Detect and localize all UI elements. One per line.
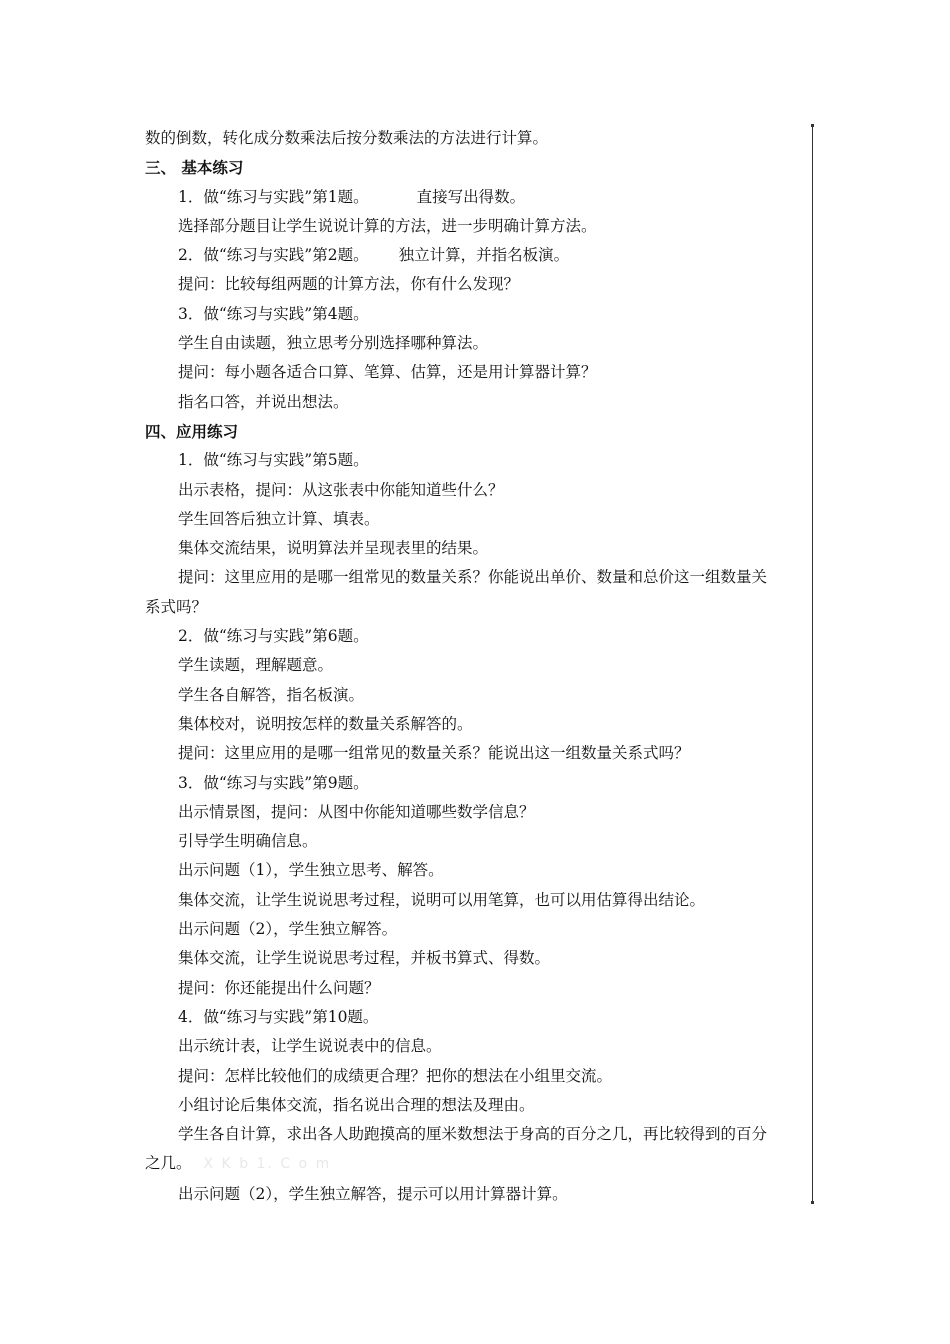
- watermark: X K b 1. C o m: [203, 1156, 332, 1173]
- paragraph-line: 出示问题（1），学生独立思考、解答。: [178, 861, 444, 880]
- document-body: [145, 124, 810, 1209]
- border-tick: [811, 1201, 814, 1204]
- paragraph-line: 引导学生明确信息。: [178, 832, 318, 851]
- paragraph-line: 学生读题，理解题意。: [178, 656, 334, 675]
- paragraph-line: 提问：每小题各适合口算、笔算、估算，还是用计算器计算？: [178, 363, 597, 382]
- paragraph-line: 出示问题（2），学生独立解答。: [178, 920, 398, 939]
- paragraph-line: 集体交流结果，说明算法并呈现表里的结果。: [178, 539, 489, 558]
- paragraph-line: 集体校对，说明按怎样的数量关系解答的。: [178, 714, 473, 733]
- paragraph-line: 选择部分题目让学生说说计算的方法，进一步明确计算方法。: [178, 216, 597, 235]
- paragraph-line: 集体交流，让学生说说思考过程，并板书算式、得数。: [178, 949, 551, 968]
- paragraph-line: 学生回答后独立计算、填表。: [178, 509, 380, 528]
- paragraph-line: 1．做“练习与实践”第1题。 直接写出得数。: [178, 187, 526, 206]
- paragraph-line: 2．做“练习与实践”第6题。: [178, 627, 369, 646]
- paragraph-line: 提问：这里应用的是哪一组常见的数量关系？你能说出单价、数量和总价这一组数量关: [178, 568, 768, 587]
- paragraph-line: 出示表格，提问：从这张表中你能知道些什么？: [178, 480, 504, 499]
- section-heading-basic-practice: 三、 基本练习: [145, 158, 244, 178]
- paragraph-line: 3．做“练习与实践”第4题。: [178, 304, 369, 323]
- paragraph-line: 提问：怎样比较他们的成绩更合理？把你的想法在小组里交流。: [178, 1066, 613, 1085]
- paragraph-line: 3．做“练习与实践”第9题。: [178, 773, 369, 792]
- section-heading-applied-practice: 四、应用练习: [145, 421, 239, 441]
- paragraph-line: 指名口答，并说出想法。: [178, 392, 349, 411]
- table-right-border: [812, 124, 813, 1204]
- paragraph-line: 4．做“练习与实践”第10题。: [178, 1007, 379, 1026]
- border-tick: [811, 124, 814, 127]
- paragraph-line: 1．做“练习与实践”第5题。: [178, 451, 369, 470]
- paragraph-line: 提问：这里应用的是哪一组常见的数量关系？能说出这一组数量关系式吗？: [178, 744, 690, 763]
- paragraph-line: 提问：你还能提出什么问题？: [178, 978, 380, 997]
- paragraph-line: 学生各自计算，求出各人助跑摸高的厘米数想法于身高的百分之几，再比较得到的百分: [178, 1125, 768, 1144]
- inline-note: 独立计算，并指名板演。: [398, 246, 570, 265]
- paragraph-line: 集体交流，让学生说说思考过程，说明可以用笔算，也可以用估算得出结论。: [178, 890, 706, 909]
- paragraph-line: 数的倒数，转化成分数乘法后按分数乘法的方法进行计算。: [145, 129, 549, 147]
- paragraph-line: 系式吗？: [145, 597, 208, 616]
- paragraph-line: 提问：比较每组两题的计算方法，你有什么发现？: [178, 275, 520, 294]
- paragraph-line: 出示统计表，让学生说说表中的信息。: [178, 1037, 442, 1056]
- paragraph-line: 学生各自解答，指名板演。: [178, 685, 365, 704]
- paragraph-line: 小组讨论后集体交流，指名说出合理的想法及理由。: [178, 1095, 535, 1114]
- paragraph-line: 出示情景图，提问：从图中你能知道哪些数学信息？: [178, 802, 535, 821]
- paragraph-line: 学生自由读题，独立思考分别选择哪种算法。: [178, 334, 489, 353]
- inline-note: 直接写出得数。: [416, 187, 526, 206]
- paragraph-line: 出示问题（2），学生独立解答，提示可以用计算器计算。: [178, 1184, 568, 1203]
- paragraph-line: 之几。 X K b 1. C o m: [145, 1149, 810, 1179]
- paragraph-line: 2．做“练习与实践”第2题。 独立计算，并指名板演。: [178, 246, 570, 265]
